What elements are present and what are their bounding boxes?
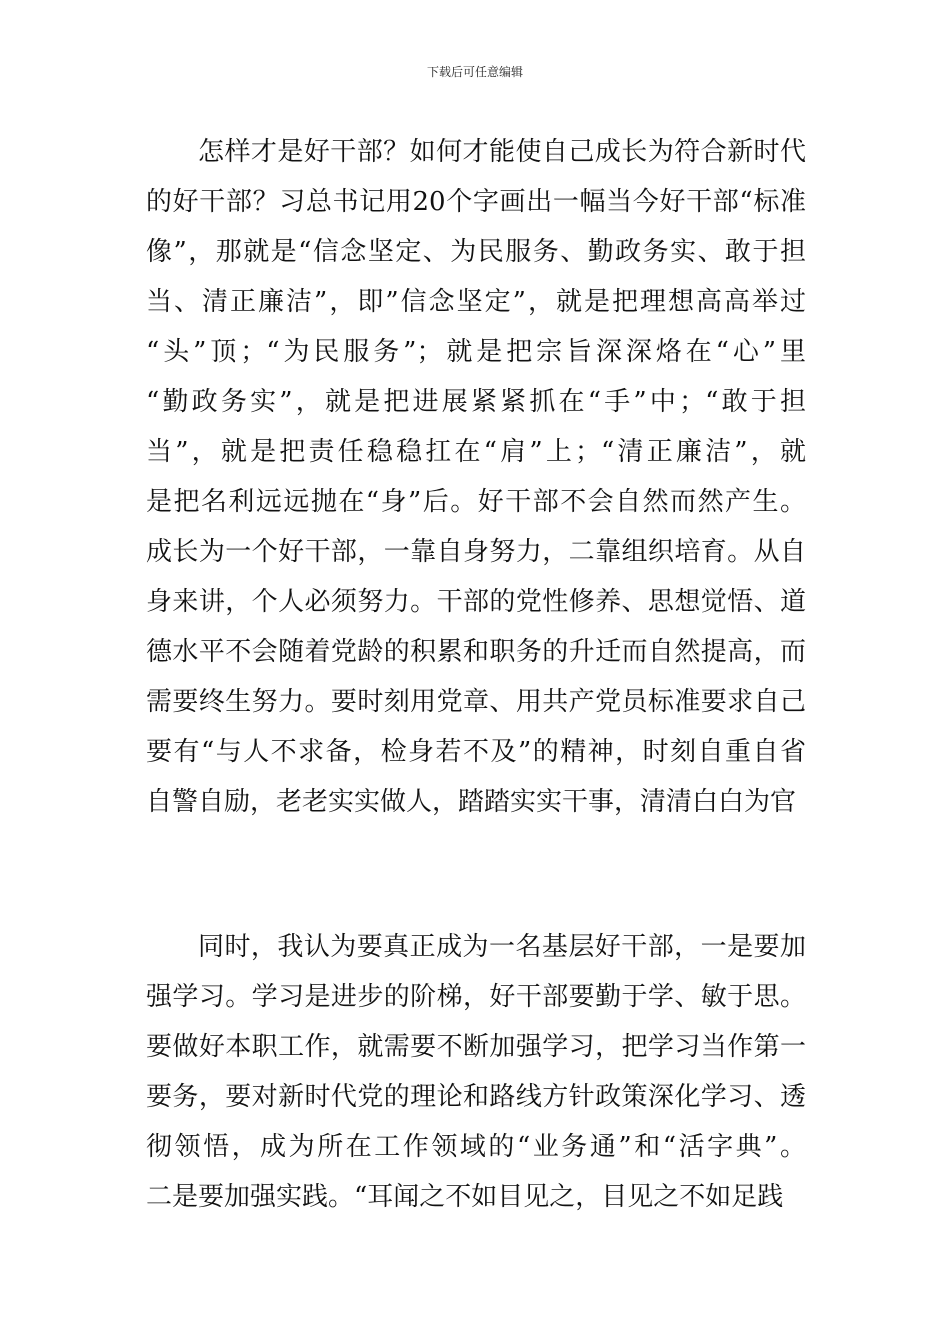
paragraph-line: 当、清正廉洁”，即”信念坚定”，就是把理想高高举过 [146, 287, 806, 317]
paragraph-line: 成长为一个好干部，一靠自身努力，二靠组织培育。从自 [146, 537, 806, 567]
paragraph-line: 要做好本职工作，就需要不断加强学习，把学习当作第一 [146, 1032, 806, 1062]
paragraph-line: 怎样才是好干部？如何才能使自己成长为符合新时代 [198, 137, 806, 167]
paragraph-line: 需要终生努力。要时刻用党章、用共产党员标准要求自己 [146, 687, 806, 717]
paragraph-line: 像”，那就是“信念坚定、为民服务、勤政务实、敢于担 [146, 237, 806, 267]
paragraph-line: 是把名利远远抛在“身”后。好干部不会自然而然产生。 [146, 487, 806, 517]
page-header-note: 下载后可任意编辑 [426, 65, 523, 79]
paragraph-line: 当”，就是把责任稳稳扛在“肩”上；“清正廉洁”，就 [146, 437, 806, 467]
paragraph-line: 要有“与人不求备，检身若不及”的精神，时刻自重自省 [146, 737, 806, 767]
paragraph-1 [146, 127, 806, 827]
paragraph-line: 的好干部？习总书记用20个字画出一幅当今好干部“标准 [146, 187, 806, 217]
paragraph-line: 自警自励，老老实实做人，踏踏实实干事，清清白白为官 [146, 787, 797, 817]
paragraph-line: 要务，要对新时代党的理论和路线方针政策深化学习、透 [146, 1082, 806, 1112]
paragraph-line: 同时，我认为要真正成为一名基层好干部，一是要加 [198, 932, 806, 962]
paragraph-line: 身来讲，个人必须努力。干部的党性修养、思想觉悟、道 [146, 587, 806, 617]
paragraph-line: 强学习。学习是进步的阶梯，好干部要勤于学、敏于思。 [146, 982, 806, 1012]
paragraph-line: 二是要加强实践。“耳闻之不如目见之，目见之不如足践 [146, 1182, 784, 1212]
paragraph-2 [146, 922, 806, 1222]
paragraph-line: “勤政务实”，就是把进展紧紧抓在“手”中；“敢于担 [146, 387, 806, 417]
paragraph-line: 彻领悟，成为所在工作领域的“业务通”和“活字典”。 [146, 1132, 806, 1162]
paragraph-line: 德水平不会随着党龄的积累和职务的升迁而自然提高，而 [146, 637, 806, 667]
paragraph-line: “头”顶；“为民服务”；就是把宗旨深深烙在“心”里 [146, 337, 806, 367]
